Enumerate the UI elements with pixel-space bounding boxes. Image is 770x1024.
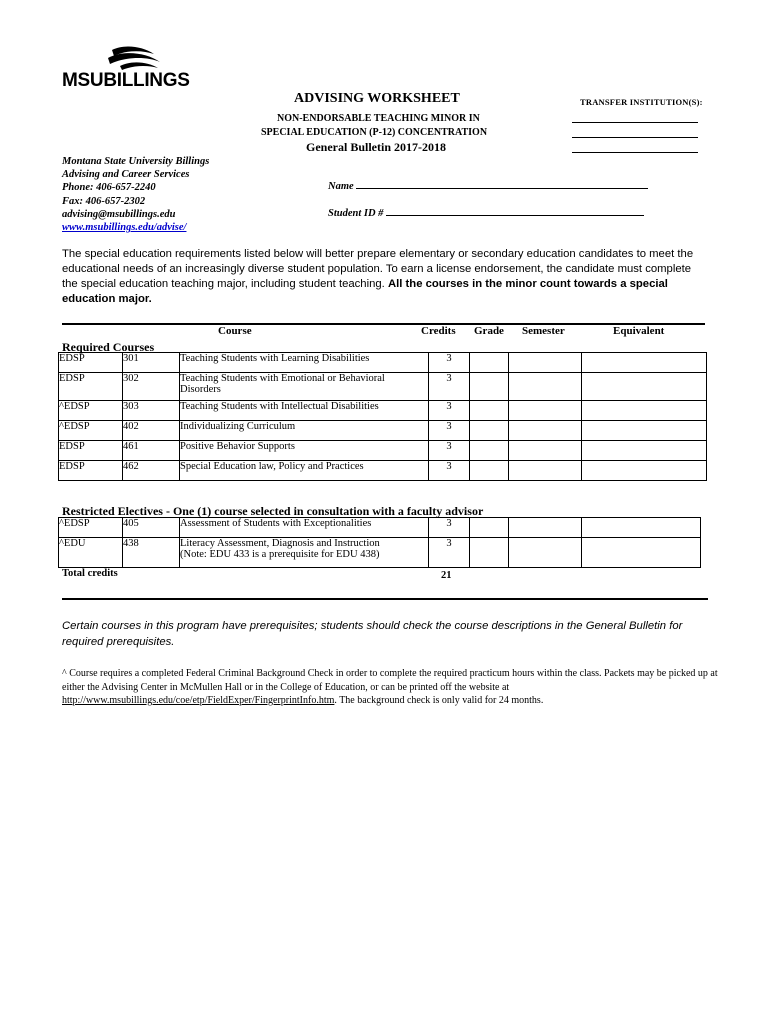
credits: 3 <box>429 441 470 461</box>
course-title: Teaching Students with Learning Disabilities <box>180 353 429 373</box>
subtitle-line1: NON-ENDORSABLE TEACHING MINOR IN <box>277 113 480 124</box>
table-row <box>59 353 707 373</box>
required-heading: Required Courses <box>62 340 155 354</box>
course-number: 301 <box>123 353 180 373</box>
course-number: 402 <box>123 421 180 441</box>
col-equivalent: Equivalent <box>613 325 665 337</box>
credits: 3 <box>429 538 470 568</box>
contact-office: Advising and Career Services <box>62 169 190 181</box>
transfer-label: TRANSFER INSTITUTION(S): <box>580 97 703 107</box>
semester-cell[interactable] <box>509 421 582 441</box>
table-row <box>59 461 707 481</box>
course-title: Individualizing Curriculum <box>180 421 429 441</box>
credits: 3 <box>429 518 470 538</box>
background-text-2: . The background check is only valid for 24 months. <box>334 695 544 706</box>
course-title: Teaching Students with Intellectual Disabilities <box>180 401 429 421</box>
credits: 3 <box>429 373 470 401</box>
course-number: 405 <box>123 518 180 538</box>
equivalent-cell[interactable] <box>582 441 707 461</box>
table-row <box>59 373 707 401</box>
grade-cell[interactable] <box>470 538 509 568</box>
subject: ^EDU <box>59 538 123 568</box>
subject: ^EDSP <box>59 421 123 441</box>
total-credits-label: Total credits <box>62 568 118 579</box>
subtitle-line2: SPECIAL EDUCATION (P-12) CONCENTRATION <box>261 127 488 138</box>
equivalent-cell[interactable] <box>582 518 701 538</box>
grade-cell[interactable] <box>470 441 509 461</box>
student-id-label: Student ID # <box>328 208 384 219</box>
fingerprint-info-link[interactable]: http://www.msubillings.edu/coe/etp/FieldExper/FingerprintInfo.htm <box>62 695 335 706</box>
student-id-line[interactable] <box>386 215 644 216</box>
transfer-line-2[interactable] <box>572 137 698 138</box>
contact-university: Montana State University Billings <box>62 156 210 167</box>
course-title: Assessment of Students with Exceptionalities <box>180 518 429 538</box>
contact-phone: Phone: 406-657-2240 <box>62 182 156 194</box>
equivalent-cell[interactable] <box>582 373 707 401</box>
semester-cell[interactable] <box>509 401 582 421</box>
col-semester: Semester <box>522 325 565 337</box>
transfer-line-3[interactable] <box>572 152 698 153</box>
name-label: Name <box>328 181 354 192</box>
equivalent-cell[interactable] <box>582 538 701 568</box>
intro-bold: All the courses in the minor count towards a special education major. <box>62 278 668 305</box>
course-number: 302 <box>123 373 180 401</box>
course-number: 462 <box>123 461 180 481</box>
name-field[interactable] <box>328 181 648 192</box>
electives-table <box>58 517 701 568</box>
table-row <box>59 518 701 538</box>
col-credits: Credits <box>421 325 456 337</box>
subject: EDSP <box>59 373 123 401</box>
student-id-field[interactable] <box>328 208 644 219</box>
total-credits-value: 21 <box>441 570 452 581</box>
equivalent-cell[interactable] <box>582 421 707 441</box>
semester-cell[interactable] <box>509 518 582 538</box>
semester-cell[interactable] <box>509 373 582 401</box>
contact-website-link[interactable]: www.msubillings.edu/advise/ <box>62 222 187 234</box>
grade-cell[interactable] <box>470 518 509 538</box>
prerequisite-note: Certain courses in this program have prerequisites; students should check the course descriptions in the General Bulletin for required prerequisites. <box>62 620 683 648</box>
grade-cell[interactable] <box>470 401 509 421</box>
col-grade: Grade <box>474 325 504 337</box>
equivalent-cell[interactable] <box>582 353 707 373</box>
header-rule <box>62 323 705 325</box>
subject: ^EDSP <box>59 401 123 421</box>
grade-cell[interactable] <box>470 373 509 401</box>
logo-text: MSUBILLINGS <box>62 70 190 91</box>
intro-paragraph <box>62 247 702 307</box>
course-title: Teaching Students with Emotional or Behavioral Disorders <box>180 373 429 401</box>
credits: 3 <box>429 353 470 373</box>
bulletin-year: General Bulletin 2017-2018 <box>306 140 446 154</box>
table-row <box>59 401 707 421</box>
subject: ^EDSP <box>59 518 123 538</box>
subject: EDSP <box>59 353 123 373</box>
semester-cell[interactable] <box>509 461 582 481</box>
equivalent-cell[interactable] <box>582 401 707 421</box>
grade-cell[interactable] <box>470 461 509 481</box>
intro-text: The special education requirements listed below will better prepare elementary or secondary education candidates to meet the educational needs of an increasingly diverse student population. To earn a license endorsement, the candidate must complete the special education teaching major, including student teaching. <box>62 248 694 290</box>
course-note: (Note: EDU 433 is a prerequisite for EDU 438) <box>180 549 380 560</box>
subject: EDSP <box>59 441 123 461</box>
semester-cell[interactable] <box>509 441 582 461</box>
background-text-1: ^ Course requires a completed Federal Criminal Background Check in order to complete the required practicum hours within the class. Packets may be picked up at either the Advising Center in McMullen Hall or in the College of Education, or can be printed off the website at <box>62 668 718 693</box>
background-check-note <box>62 667 722 708</box>
course-title-cell <box>180 538 429 568</box>
credits: 3 <box>429 461 470 481</box>
contact-block <box>62 155 209 234</box>
subject: EDSP <box>59 461 123 481</box>
course-number: 461 <box>123 441 180 461</box>
required-table <box>58 352 707 481</box>
page-title: ADVISING WORKSHEET <box>294 91 460 106</box>
table-row <box>59 538 701 568</box>
contact-fax: Fax: 406-657-2302 <box>62 195 146 207</box>
section-divider <box>62 598 708 600</box>
table-row <box>59 441 707 461</box>
equivalent-cell[interactable] <box>582 461 707 481</box>
course-title: Positive Behavior Supports <box>180 441 429 461</box>
semester-cell[interactable] <box>509 538 582 568</box>
electives-heading: Restricted Electives - One (1) course selected in consultation with a faculty advisor <box>62 504 484 518</box>
name-line[interactable] <box>356 188 648 189</box>
contact-email: advising@msubillings.edu <box>62 208 176 220</box>
semester-cell[interactable] <box>509 353 582 373</box>
course-title: Special Education law, Policy and Practices <box>180 461 429 481</box>
credits: 3 <box>429 401 470 421</box>
course-number: 303 <box>123 401 180 421</box>
transfer-line-1[interactable] <box>572 122 698 123</box>
course-title: Literacy Assessment, Diagnosis and Instruction <box>180 538 380 549</box>
credits: 3 <box>429 421 470 441</box>
col-course: Course <box>218 325 252 337</box>
grade-cell[interactable] <box>470 421 509 441</box>
table-row <box>59 421 707 441</box>
course-number: 438 <box>123 538 180 568</box>
grade-cell[interactable] <box>470 353 509 373</box>
